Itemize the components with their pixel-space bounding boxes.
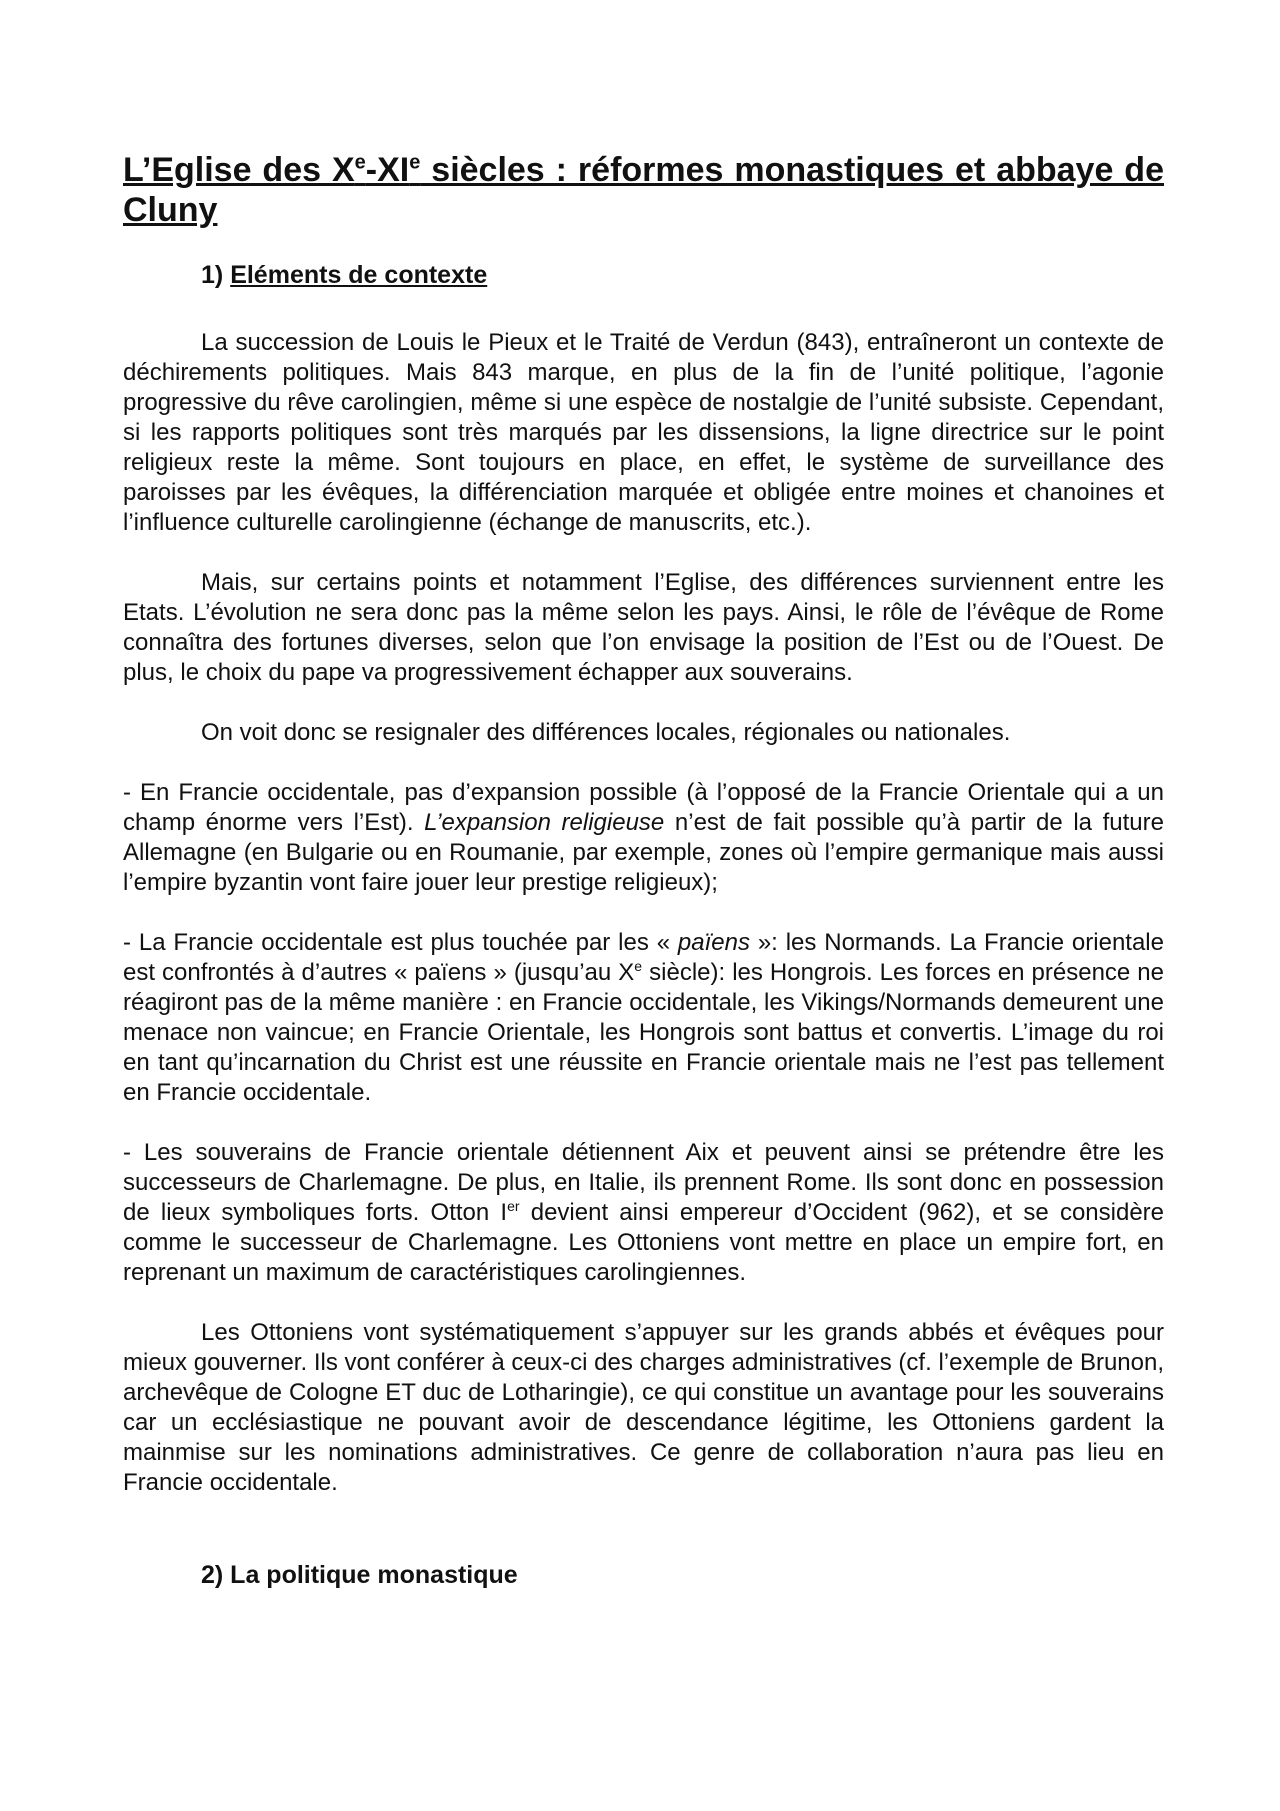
paragraph-7: Les Ottoniens vont systématiquement s’appuyer sur les grands abbés et évêques pour mieux gouverner. Ils vont conférer à ceux-ci des charges administratives (cf. l’exemple de Brunon, archevêque de Cologne ET duc de Lotharingie), ce qui constitue un avantage pour les souverains car un ecclésiastique ne pouvant avoir de descendance légitime, les Ottoniens gardent la mainmise sur les nominations administratives. Ce genre de collaboration n’aura pas lieu en Francie occidentale. (123, 1319, 1164, 1496)
paragraph-5-emphasis: païens (677, 929, 750, 956)
paragraph-6-text-b: devient ainsi empereur d’Occident (962), et se considère comme le successeur de Charlemagne. Les Ottoniens vont mettre en place un empire fort, en reprenant un maximum de caractéristiques carolingiennes. (123, 1199, 1165, 1286)
title-text-2: -XI (365, 151, 410, 189)
section-heading-2: 2) La politique monastique (201, 1561, 518, 1589)
title-superscript-2: e (409, 151, 421, 174)
section-title-1: Eléments de contexte (230, 261, 488, 289)
title-superscript-1: e (354, 151, 366, 174)
title-text-3: siècles : réformes monastiques et abbaye de Cluny (123, 151, 1164, 229)
paragraph-4 (123, 778, 1164, 898)
paragraph-4-text-b: n’est de fait possible qu’à partir de la future Allemagne (en Bulgarie ou en Roumanie, par exemple, zones où l’empire germanique mais aussi l’empire byzantin vont faire jouer leur prestige religieux); (123, 809, 1164, 896)
paragraph-2: Mais, sur certains points et notamment l’Eglise, des différences surviennent entre les Etats. L’évolution ne sera donc pas la même selon les pays. Ainsi, le rôle de l’évêque de Rome connaîtra des fortunes diverses, selon que l’on envisage la position de l’Est ou de l’Ouest. De plus, le choix du pape va progressivement échapper aux souverains. (123, 569, 1164, 686)
paragraph-5-text-c: siècle): les Hongrois. Les forces en présence ne réagiront pas de la même manière : en Francie occidentale, les Vikings/Normands demeurent une menace non vaincue; en Francie Orientale, les Hongrois sont battus et convertis. L’image du roi en tant qu’incarnation du Christ est une réussite en Francie orientale mais ne l’est pas tellement en Francie occidentale. (123, 959, 1164, 1106)
paragraph-5-superscript: e (634, 958, 643, 974)
paragraph-5-text-a: - La Francie occidentale est plus touchée par les « (123, 929, 678, 956)
document-title (123, 150, 1164, 230)
paragraph-5-text-b: »: les Normands. La Francie orientale est confrontés à d’autres « païens » (jusqu’au X (123, 929, 1164, 986)
paragraph-4-emphasis: L’expansion religieuse (424, 809, 665, 836)
paragraph-6 (123, 1138, 1164, 1288)
paragraph-6-superscript: er (507, 1198, 520, 1214)
document-page (123, 150, 1164, 1590)
section-number-1: 1) (201, 261, 224, 289)
title-text-1: L’Eglise des X (123, 151, 355, 189)
section-heading-1 (123, 260, 1164, 290)
paragraph-4-text-a: - En Francie occidentale, pas d’expansion possible (à l’opposé de la Francie Orientale qui a un champ énorme vers l’Est). (123, 779, 1164, 836)
paragraph-3: On voit donc se resignaler des différences locales, régionales ou nationales. (201, 719, 1011, 746)
paragraph-5 (123, 928, 1164, 1108)
paragraph-1: La succession de Louis le Pieux et le Traité de Verdun (843), entraîneront un contexte de déchirements politiques. Mais 843 marque, en plus de la fin de l’unité politique, l’agonie progressive du rêve carolingien, même si une espèce de nostalgie de l’unité subsiste. Cependant, si les rapports politiques sont très marqués par les dissensions, la ligne directrice sur le point religieux reste la même. Sont toujours en place, en effet, le système de surveillance des paroisses par les évêques, la différenciation marquée et obligée entre moines et chanoines et l’influence culturelle carolingienne (échange de manuscrits, etc.). (123, 329, 1164, 536)
paragraph-6-text-a: - Les souverains de Francie orientale détiennent Aix et peuvent ainsi se prétendre être les successeurs de Charlemagne. De plus, en Italie, ils prennent Rome. Ils sont donc en possession de lieux symboliques forts. Otton I (123, 1139, 1164, 1226)
